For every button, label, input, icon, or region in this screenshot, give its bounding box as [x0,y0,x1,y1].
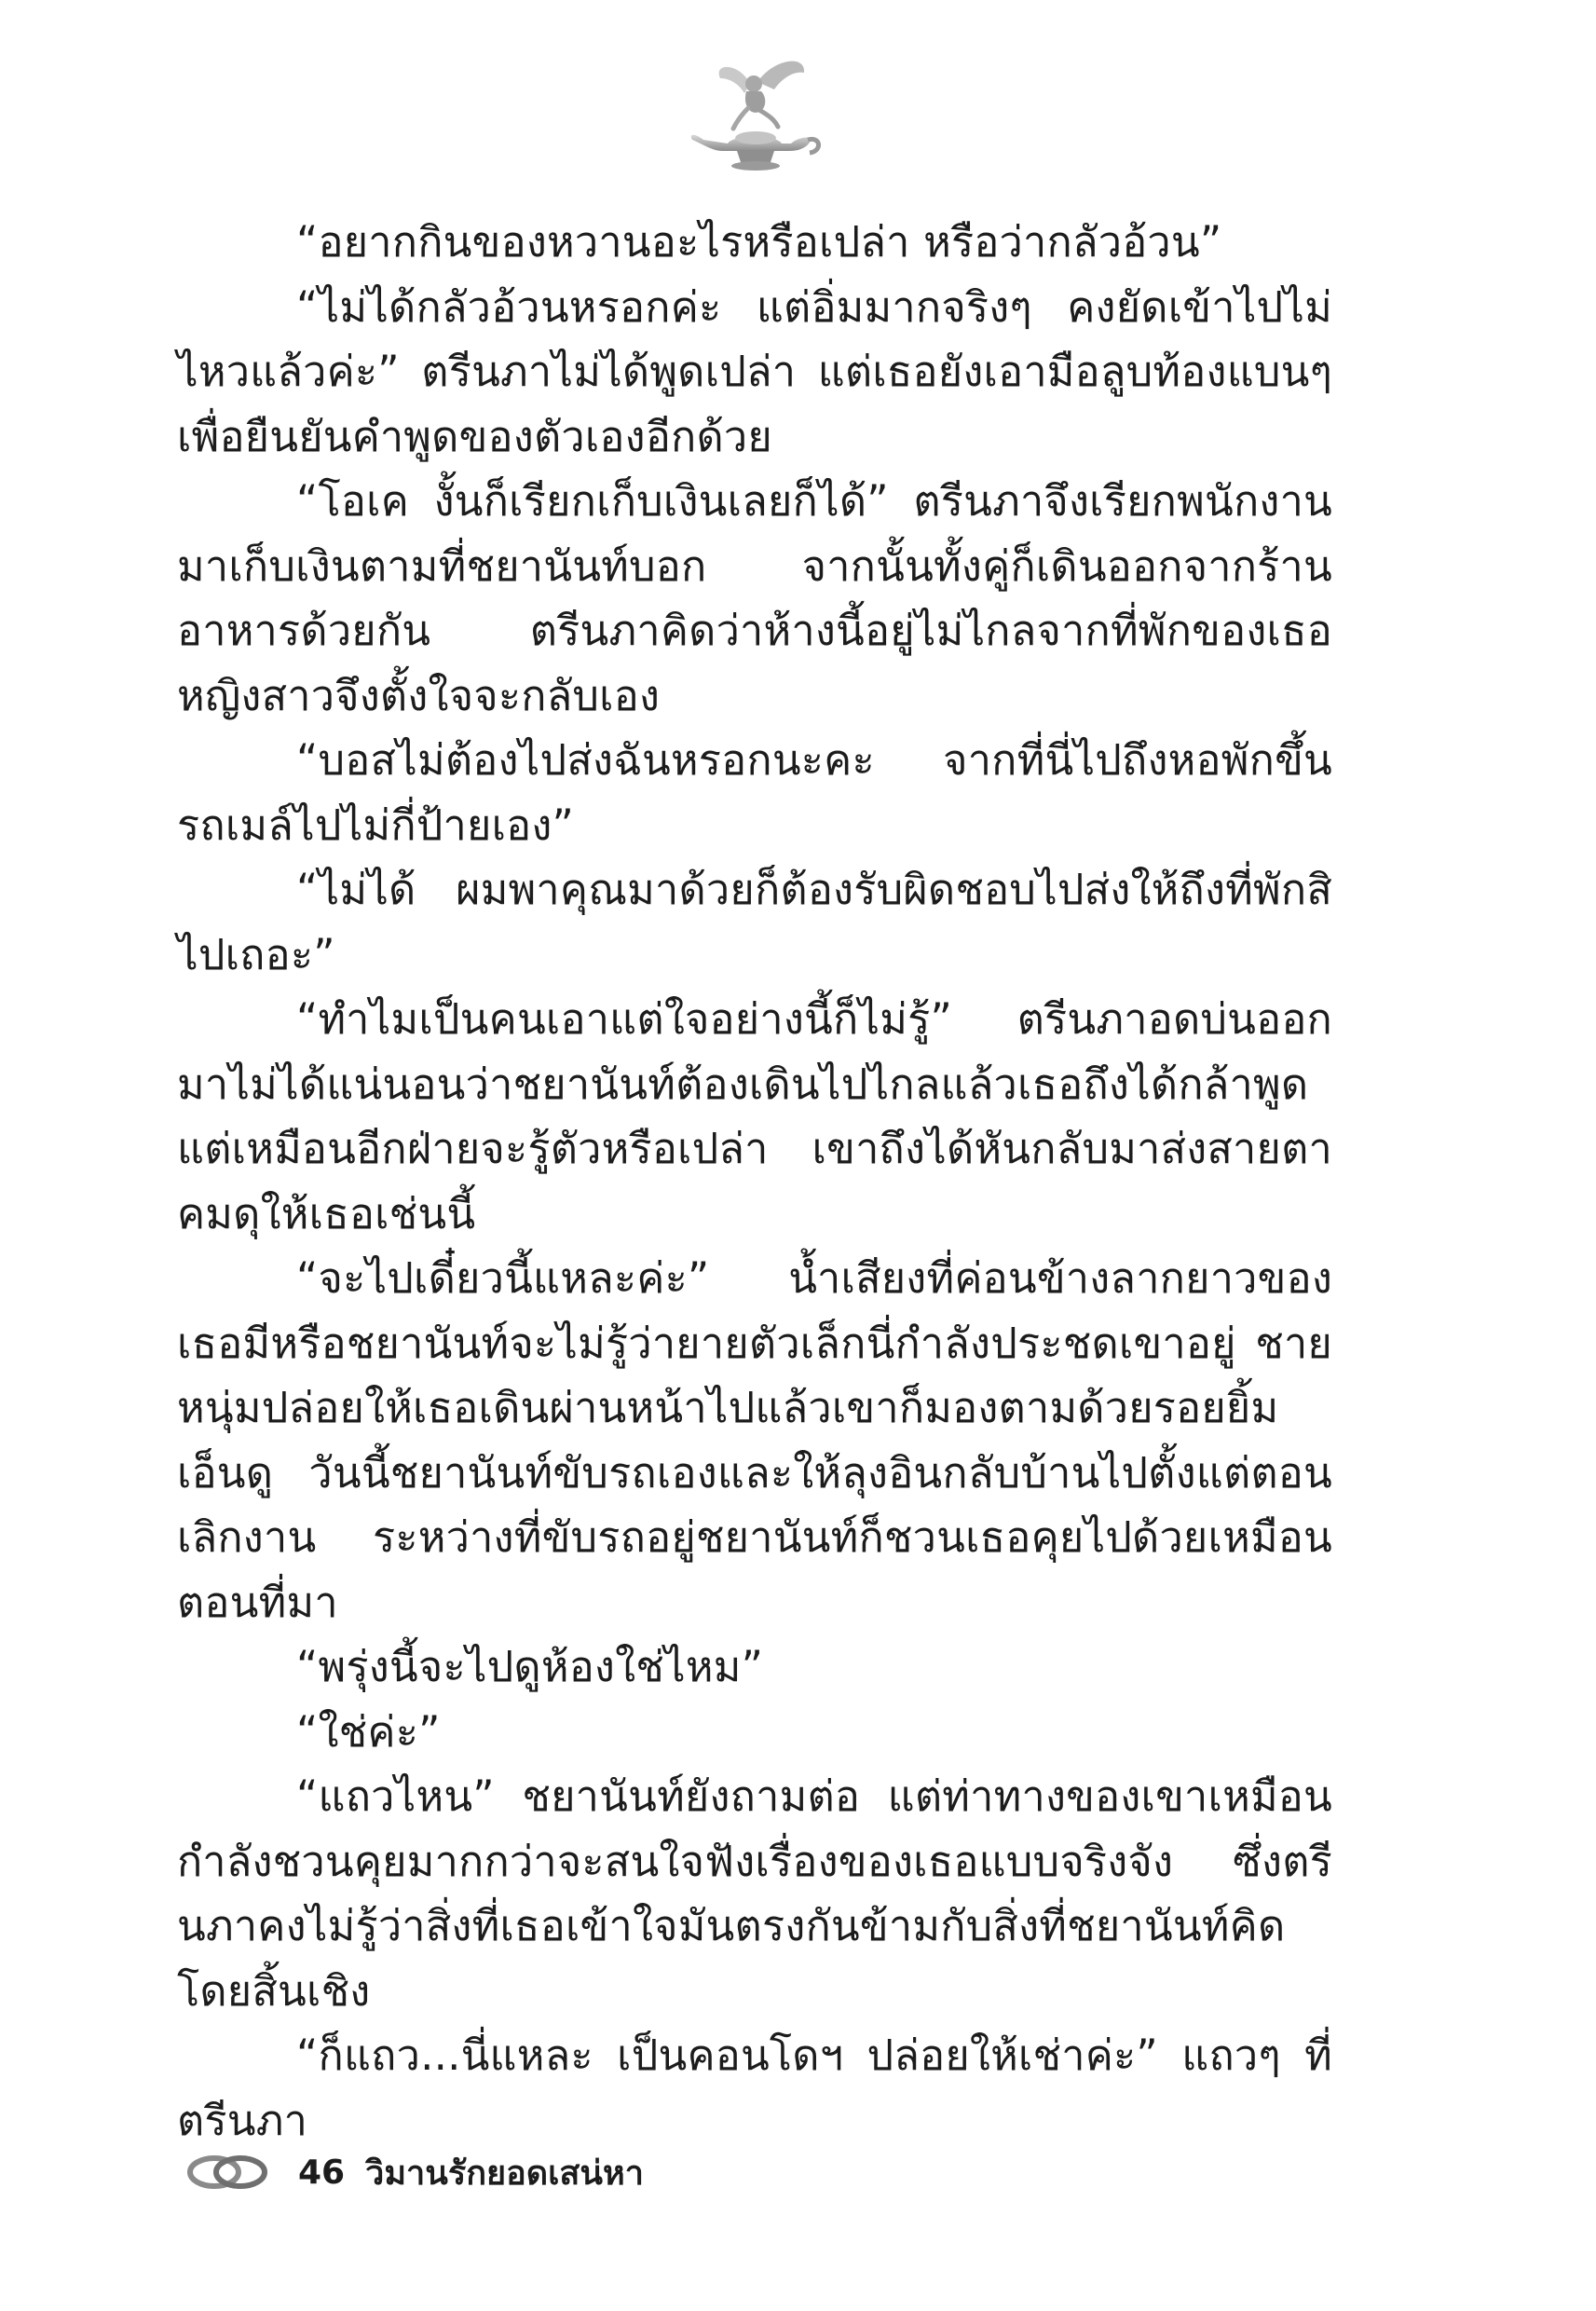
interlocked-rings-icon [183,2149,272,2195]
paragraph: “ไม่ได้กลัวอ้วนหรอกค่ะ แต่อิ่มมากจริงๆ คงยัดเข้าไปไม่ไหวแล้วค่ะ” ตรีนภาไม่ได้พูดเปล่า แต่เธอยังเอามือลูบท้องแบนๆ เพื่อยืนยันคำพูดของตัวเองอีกด้วย [177,281,1332,461]
paragraph: “อยากกินของหวานอะไรหรือเปล่า หรือว่ากลัวอ้วน” [296,217,1222,267]
page-number: 46 [298,2153,346,2192]
paragraph: “ก็แถว...นี่แหละ เป็นคอนโดฯ ปล่อยให้เช่าค่ะ” แถวๆ ที่ตรีนภา [177,2031,1332,2145]
paragraph: “โอเค งั้นก็เรียกเก็บเงินเลยก็ได้” ตรีนภาจึงเรียกพนักงานมาเก็บเงินตามที่ชยานันท์บอก จากนั้นทั้งคู่ก็เดินออกจากร้านอาหารด้วยกัน ตรีนภาคิดว่าห้างนี้อยู่ไม่ไกลจากที่พักของเธอ หญิงสาวจึงตั้งใจจะกลับเอง [177,476,1332,720]
paragraph: “พรุ่งนี้จะไปดูห้องใช่ไหม” [296,1642,764,1691]
book-title: วิมานรักยอดเสน่หา [365,2154,644,2193]
paragraph: “ทำไมเป็นคนเอาแต่ใจอย่างนี้ก็ไม่รู้” ตรีนภาอดบ่นออกมาไม่ได้แน่นอนว่าชยานันท์ต้องเดินไปไกลแล้วเธอถึงได้กล้าพูด แต่เหมือนอีกฝ่ายจะรู้ตัวหรือเปล่า เขาถึงได้หันกลับมาส่งสายตาคมดุให้เธอเช่นนี้ [177,994,1332,1238]
paragraph: “ใช่ค่ะ” [296,1706,441,1757]
paragraph: “บอสไม่ต้องไปส่งฉันหรอกนะคะ จากที่นี่ไปถึงหอพักขึ้นรถเมล์ไปไม่กี่ป้ายเอง” [177,735,1332,850]
paragraph: “จะไปเดี๋ยวนี้แหละค่ะ” น้ำเสียงที่ค่อนข้างลากยาวของเธอมีหรือชยานันท์จะไม่รู้ว่ายายตัวเล็กนี่กำลังประชดเขาอยู่ ชายหนุ่มปล่อยให้เธอเดินผ่านหน้าไปแล้วเขาก็มองตามด้วยรอยยิ้มเอ็นดู วันนี้ชยานันท์ขับรถเองและให้ลุงอินกลับบ้านไปตั้งแต่ตอนเลิกงาน ระหว่างที่ขับรถอยู่ชยานันท์ก็ชวนเธอคุยไปด้วยเหมือนตอนที่มา [177,1253,1332,1627]
page-footer [183,2144,644,2200]
cupid-lamp-emblem-icon [685,54,825,185]
body-text [177,210,1332,2153]
paragraph: “แถวไหน” ชยานันท์ยังถามต่อ แต่ท่าทางของเขาเหมือนกำลังชวนคุยมากกว่าจะสนใจฟังเรื่องของเธอแบบจริงจัง ซึ่งตรีนภาคงไม่รู้ว่าสิ่งที่เธอเข้าใจมันตรงกันข้ามกับสิ่งที่ชยานันท์คิดโดยสิ้นเชิง [177,1771,1332,2016]
paragraph: “ไม่ได้ ผมพาคุณมาด้วยก็ต้องรับผิดชอบไปส่งให้ถึงที่พักสิไปเถอะ” [177,865,1332,979]
